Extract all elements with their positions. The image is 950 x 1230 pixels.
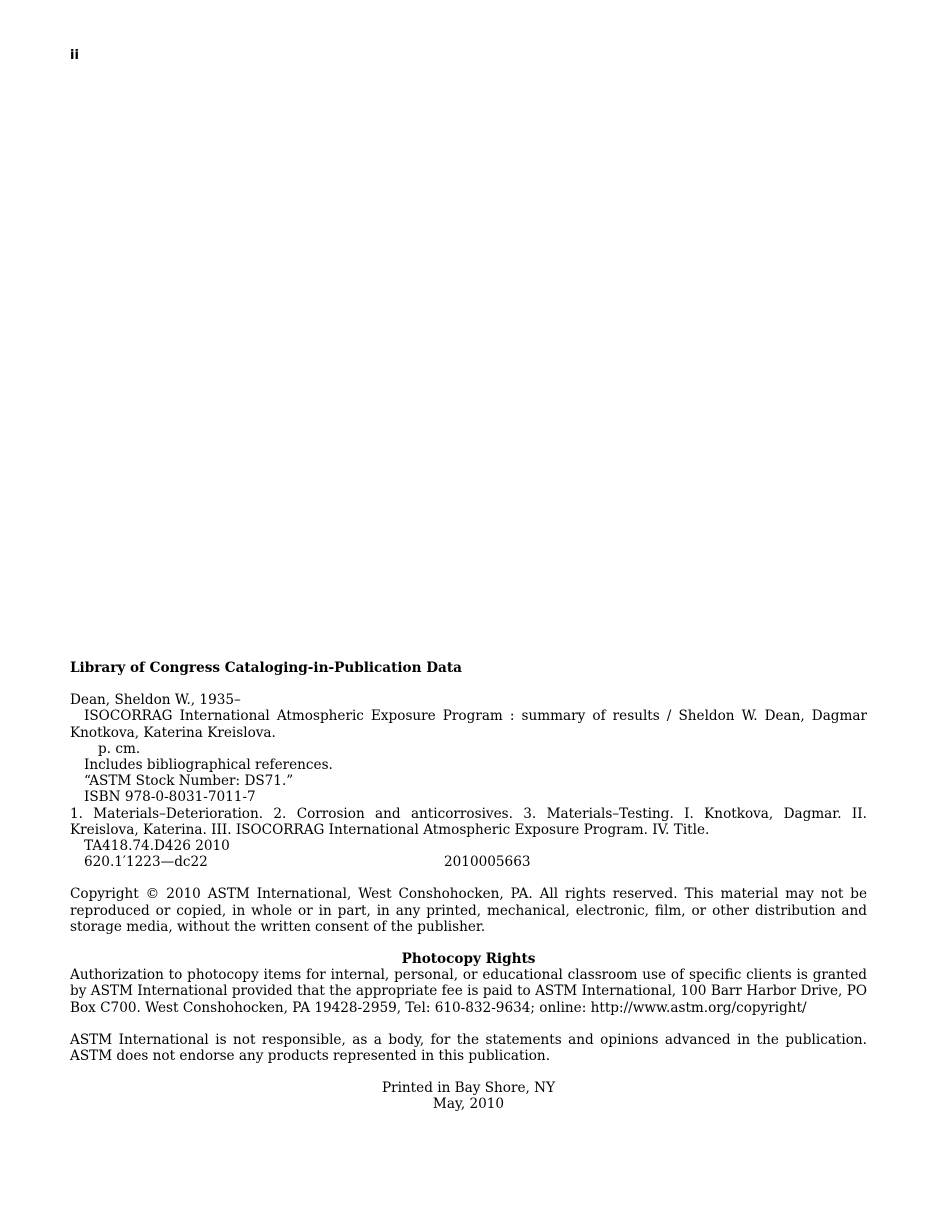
cip-pagination: p. cm.: [98, 740, 141, 757]
printed-location: Printed in Bay Shore, NY: [381, 1080, 556, 1097]
copyright-notice: Copyright © 2010 ASTM International, West Conshohocken, PA. All rights reserved. This material may not be reproduced or copied, in whole or in part, in any printed, mechanical, electronic, film, or other distribution and storage media, without the written consent of the publisher.: [70, 886, 867, 935]
disclaimer: ASTM International is not responsible, as a body, for the statements and opinions advanced in the publication. ASTM does not endorse any products represented in this publication.: [70, 1031, 867, 1065]
printed-date: May, 2010: [432, 1096, 505, 1113]
photocopy-heading: Photocopy Rights: [401, 951, 536, 968]
cip-lc-class: TA418.74.D426 2010: [84, 838, 230, 855]
cip-note-isbn: ISBN 978-0-8031-7011-7: [84, 789, 256, 806]
cip-lccn: 2010005663: [444, 854, 531, 871]
cip-subjects: 1. Materials–Deterioration. 2. Corrosion and anticorrosives. 3. Materials–Testing. I. Knotkova, Dagmar. II. Kreislova, Katerina. III. ISOCORRAG International Atmospheric Exposure Program. IV. Title.: [70, 805, 867, 838]
cip-note-bibliography: Includes bibliographical references.: [84, 757, 333, 774]
copyright-page-content: [70, 660, 867, 1113]
cip-dewey: 620.1′1223—dc22: [84, 854, 208, 871]
page-number: ii: [70, 48, 79, 63]
cip-heading: Library of Congress Cataloging-in-Publication Data: [70, 660, 462, 676]
cip-author: Dean, Sheldon W., 1935–: [70, 692, 241, 709]
cip-title-statement: ISOCORRAG International Atmospheric Exposure Program : summary of results / Sheldon W. Dean, Dagmar Knotkova, Katerina Kreislova.: [70, 708, 867, 741]
cip-note-stock-number: “ASTM Stock Number: DS71.”: [84, 773, 294, 790]
cip-block: [70, 660, 867, 870]
cip-classification-row: [70, 854, 867, 870]
photocopy-text: Authorization to photocopy items for internal, personal, or educational classroom use of specific clients is granted by ASTM International provided that the appropriate fee is paid to ASTM International, 100 Barr Harbor Drive, PO Box C700. West Conshohocken, PA 19428-2959, Tel: 610-832-9634; online: http://www.astm.org/copyright/: [70, 967, 867, 1016]
